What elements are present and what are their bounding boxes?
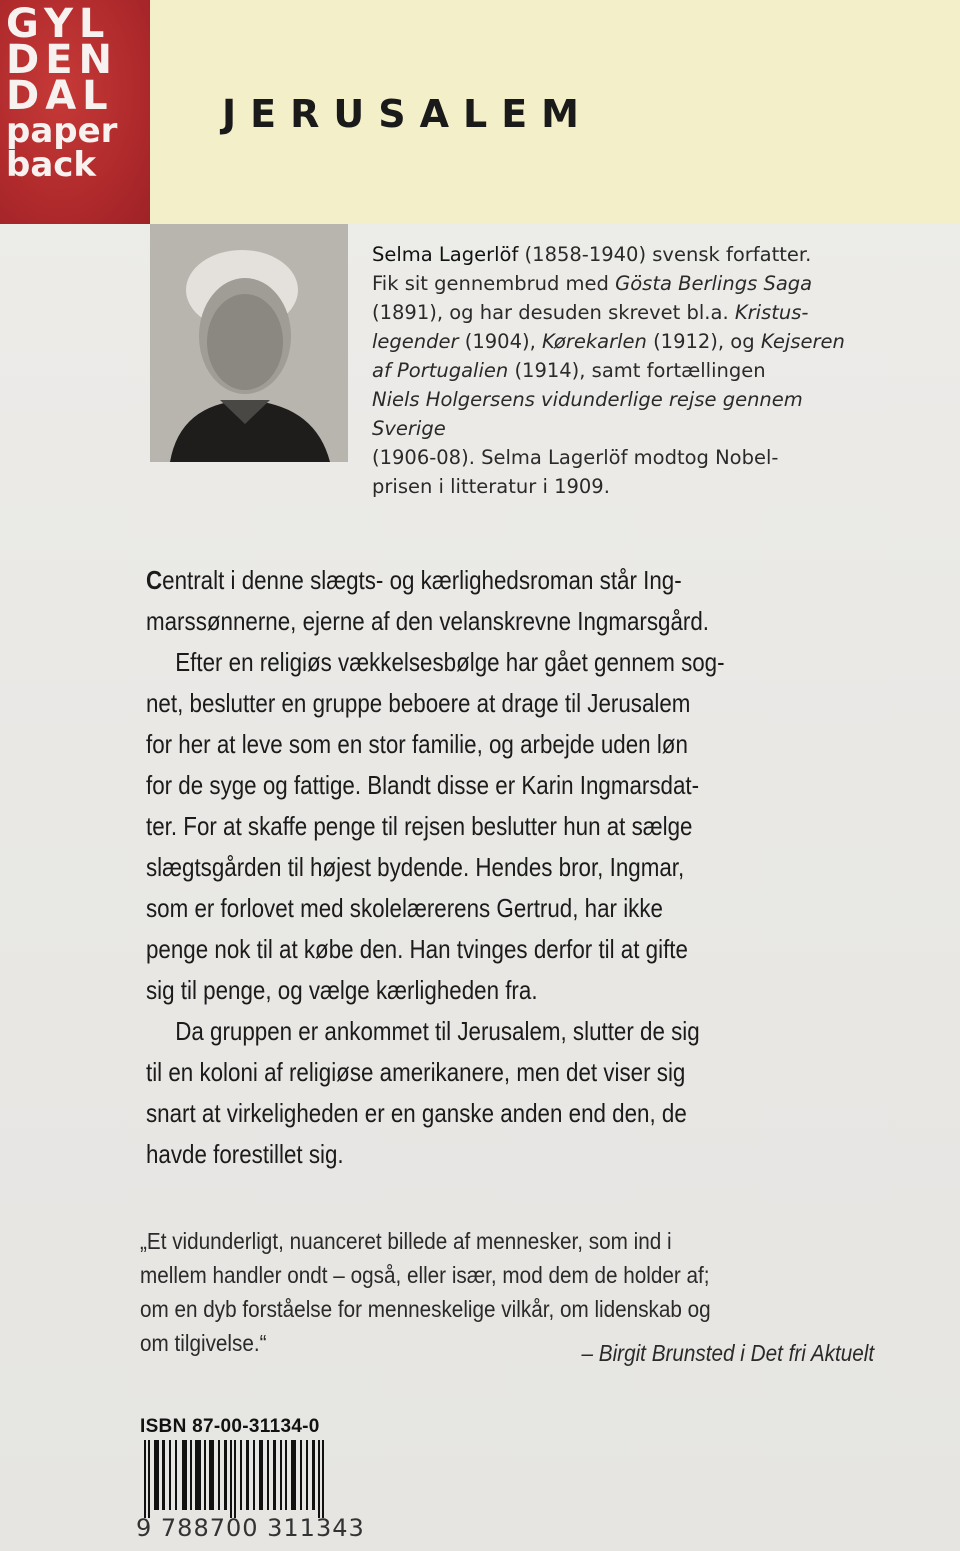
work-title: Niels Holgersens vidunderlige rejse gennem Sverige (372, 388, 803, 440)
quote-line: mellem handler ondt – også, eller især, mod dem de holder af; (140, 1262, 710, 1288)
bio-line (372, 298, 872, 327)
portrait-image-icon (150, 224, 348, 462)
bio-line (372, 472, 872, 501)
barcode-digits: 9 788700 311343 (136, 1514, 365, 1542)
bio-text: (1858-1940) svensk forfatter. (518, 243, 812, 266)
work-title: Kristus- (734, 301, 809, 324)
work-title: Kørekarlen (541, 330, 647, 353)
description-line: havde forestillet sig. (146, 1139, 344, 1169)
description-line: snart at virkeligheden er en ganske anden end den, de (146, 1098, 687, 1128)
bio-text: (1891), og har desuden skrevet bl.a. (372, 301, 735, 324)
description-line: som er forlovet med skolelærerens Gertrud, har ikke (146, 893, 663, 923)
logo-line-1: GYL (6, 1, 111, 47)
description-paragraph-3 (146, 1011, 866, 1175)
bio-line (372, 356, 872, 385)
bio-text: (1904), (458, 330, 542, 353)
author-name: Selma Lagerlöf (372, 243, 519, 266)
book-description (146, 560, 866, 1175)
quote-line: om en dyb forståelse for menneskelige vilkår, om lidenskab og (140, 1296, 711, 1322)
description-line: Efter en religiøs vækkelsesbølge har gået gennem sog- (175, 647, 725, 677)
bio-text: (1906-08). Selma Lagerlöf modtog Nobel- (372, 446, 779, 469)
bio-text: Fik sit gennembrud med (372, 272, 616, 295)
description-line: for her at leve som en stor familie, og arbejde uden løn (146, 729, 688, 759)
book-title: JERUSALEM (222, 92, 593, 136)
publisher-logo (0, 0, 150, 224)
description-line: for de syge og fattige. Blandt disse er Karin Ingmarsdat- (146, 770, 700, 800)
isbn-label: ISBN 87-00-31134-0 (140, 1416, 320, 1437)
bio-line (372, 240, 872, 269)
description-line: slægtsgården til højest bydende. Hendes bror, Ingmar, (146, 852, 685, 882)
logo-line-2: DEN (6, 37, 119, 83)
description-line: Da gruppen er ankommet til Jerusalem, slutter de sig (175, 1016, 700, 1046)
work-title: Kejseren (760, 330, 845, 353)
bio-text: (1912), og (646, 330, 761, 353)
bio-text: (1914), samt fortællingen (508, 359, 766, 382)
quote-line: „Et vidunderligt, nuanceret billede af mennesker, som ind i (140, 1228, 672, 1254)
work-title: Gösta Berlings Saga (615, 272, 813, 295)
review-attribution: – Birgit Brunsted i Det fri Aktuelt (581, 1340, 874, 1366)
description-paragraph-2 (146, 642, 866, 1011)
bio-line (372, 269, 872, 298)
description-line: entralt i denne slægts- og kærlighedsroman står Ing- (162, 565, 682, 595)
logo-line-5: back (6, 145, 97, 185)
logo-line-4: paper (6, 111, 118, 151)
description-line: ter. For at skaffe penge til rejsen beslutter hun at sælge (146, 811, 693, 841)
work-title: af Portugalien (372, 359, 509, 382)
author-bio (372, 240, 872, 501)
description-line: sig til penge, og vælge kærligheden fra. (146, 975, 538, 1005)
author-portrait (150, 224, 348, 462)
bio-line (372, 385, 872, 443)
drop-cap: C (146, 565, 163, 595)
bio-line (372, 327, 872, 356)
description-line: marssønnerne, ejerne af den velanskrevne Ingmarsgård. (146, 606, 710, 636)
logo-line-3: DAL (6, 73, 114, 119)
description-line: til en koloni af religiøse amerikanere, men det viser sig (146, 1057, 686, 1087)
description-paragraph-1 (146, 560, 866, 642)
description-line: net, beslutter en gruppe beboere at drage til Jerusalem (146, 688, 691, 718)
quote-line: om tilgivelse.“ (140, 1330, 267, 1356)
bio-line (372, 443, 872, 472)
bio-text: prisen i litteratur i 1909. (372, 475, 610, 498)
description-line: penge nok til at købe den. Han tvinges derfor til at gifte (146, 934, 688, 964)
work-title: legender (372, 330, 459, 353)
